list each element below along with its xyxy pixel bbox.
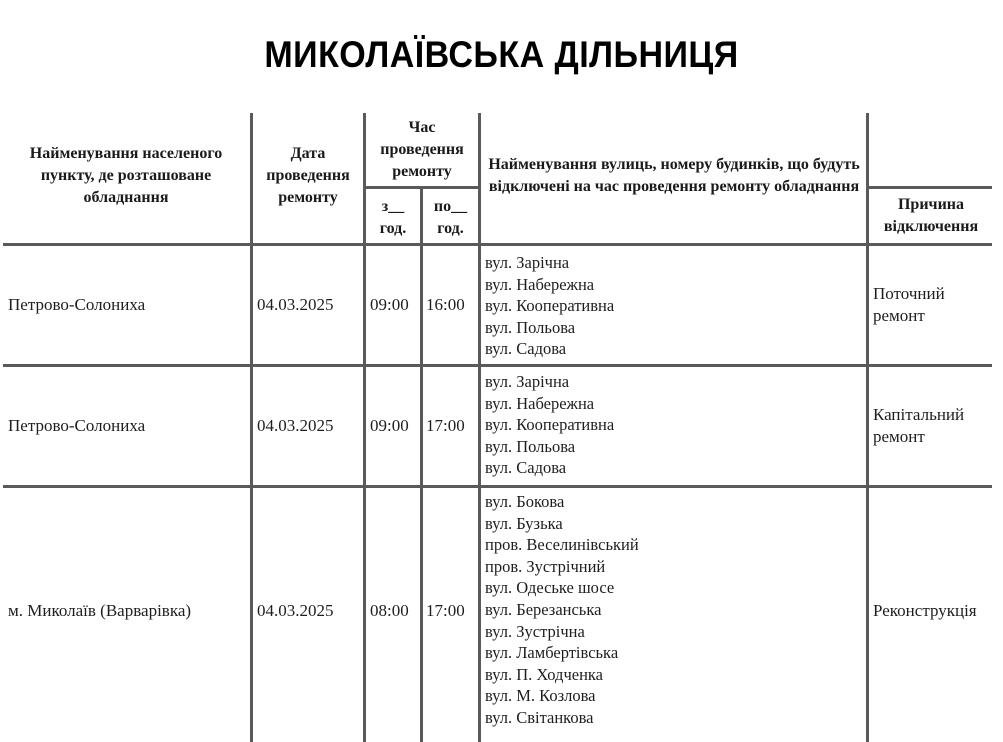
header-time-to xyxy=(423,196,478,240)
street-item: вул. Кооперативна xyxy=(485,415,615,435)
street-item: вул. Зарічна xyxy=(485,372,570,391)
table-row-2-from xyxy=(370,367,420,485)
header-streets-label: Найменування вулиць, номеру будинків, що будуть відключені на час проведення ремонту обладнання xyxy=(488,156,860,195)
column-divider xyxy=(250,113,253,742)
table-row-1-settlement xyxy=(8,246,248,364)
street-item: вул. Зустрічна xyxy=(485,621,585,641)
settlement-name: Петрово-Солониха xyxy=(8,295,146,314)
header-streets xyxy=(482,143,866,209)
repair-date: 04.03.2025 xyxy=(257,601,334,620)
street-item: вул. Бокова xyxy=(485,492,565,511)
table-row-1-streets xyxy=(485,252,865,360)
repair-date: 04.03.2025 xyxy=(257,416,334,435)
street-item: вул. Світанкова xyxy=(485,707,594,727)
column-divider xyxy=(478,113,481,742)
table-row-1-from xyxy=(370,246,420,364)
header-settlement xyxy=(4,143,248,209)
street-item: вул. Бузька xyxy=(485,513,563,533)
street-item: вул. Зарічна xyxy=(485,253,570,272)
header-date xyxy=(254,143,362,209)
table-row-1-to xyxy=(426,246,478,364)
table-row-2-date xyxy=(257,367,362,485)
street-item: пров. Зустрічний xyxy=(485,556,606,576)
time-header-divider xyxy=(363,186,481,189)
table-row-3-streets xyxy=(485,491,865,729)
column-divider xyxy=(420,187,423,742)
table-row-2-settlement xyxy=(8,367,248,485)
table-row-1-date xyxy=(257,246,362,364)
header-time-from xyxy=(366,196,420,240)
street-item: вул. Польова xyxy=(485,317,576,337)
street-item: вул. Одеське шосе xyxy=(485,578,615,598)
table-row-3-reason xyxy=(873,488,1001,734)
settlement-name: м. Миколаїв (Варварівка) xyxy=(8,601,192,620)
street-item: вул. Польова xyxy=(485,436,576,456)
time-from: 08:00 xyxy=(370,601,409,620)
street-item: вул. Набережна xyxy=(485,274,595,294)
reason-header-divider xyxy=(866,186,992,189)
reason-text: Реконструкція xyxy=(873,601,977,620)
reason-text: Капітальний ремонт xyxy=(873,405,965,446)
table-row-3-from xyxy=(370,488,420,734)
street-item: вул. П. Ходченка xyxy=(485,664,603,684)
street-item: пров. Веселинівський xyxy=(485,535,639,555)
header-time-from-label: з__ год. xyxy=(379,198,407,237)
time-to: 16:00 xyxy=(426,295,465,314)
header-time-to-label: по__ год. xyxy=(433,198,468,237)
header-settlement-label: Найменування населеного пункту, де розташоване обладнання xyxy=(29,145,223,206)
table-row-3-to xyxy=(426,488,478,734)
time-to: 17:00 xyxy=(426,601,465,620)
reason-text: Поточний ремонт xyxy=(873,284,945,325)
table-row-1-reason xyxy=(873,246,991,364)
street-item: вул. Ламбертівська xyxy=(485,643,619,663)
street-item: вул. Садова xyxy=(485,458,567,478)
time-to: 17:00 xyxy=(426,416,465,435)
street-item: вул. М. Козлова xyxy=(485,686,596,706)
street-item: вул. Кооперативна xyxy=(485,296,615,316)
time-from: 09:00 xyxy=(370,295,409,314)
street-item: вул. Березанська xyxy=(485,599,602,619)
table-row-2-streets xyxy=(485,371,865,479)
page-title: МИКОЛАЇВСЬКА ДІЛЬНИЦЯ xyxy=(264,34,739,75)
header-reason-label: Причина відключення xyxy=(883,196,979,235)
street-item: вул. Набережна xyxy=(485,393,595,413)
settlement-name: Петрово-Солониха xyxy=(8,416,146,435)
table-row-2-reason xyxy=(873,367,991,485)
header-date-label: Дата проведення ремонту xyxy=(266,145,350,206)
time-from: 09:00 xyxy=(370,416,409,435)
street-item: вул. Садова xyxy=(485,339,567,359)
table-row-3-date xyxy=(257,488,362,734)
header-reason xyxy=(869,192,993,240)
repair-date: 04.03.2025 xyxy=(257,295,334,314)
header-time-group-label: Час проведення ремонту xyxy=(380,119,464,180)
table-row-2-to xyxy=(426,367,478,485)
header-time-group xyxy=(366,116,478,184)
table-row-3-settlement xyxy=(8,488,248,734)
